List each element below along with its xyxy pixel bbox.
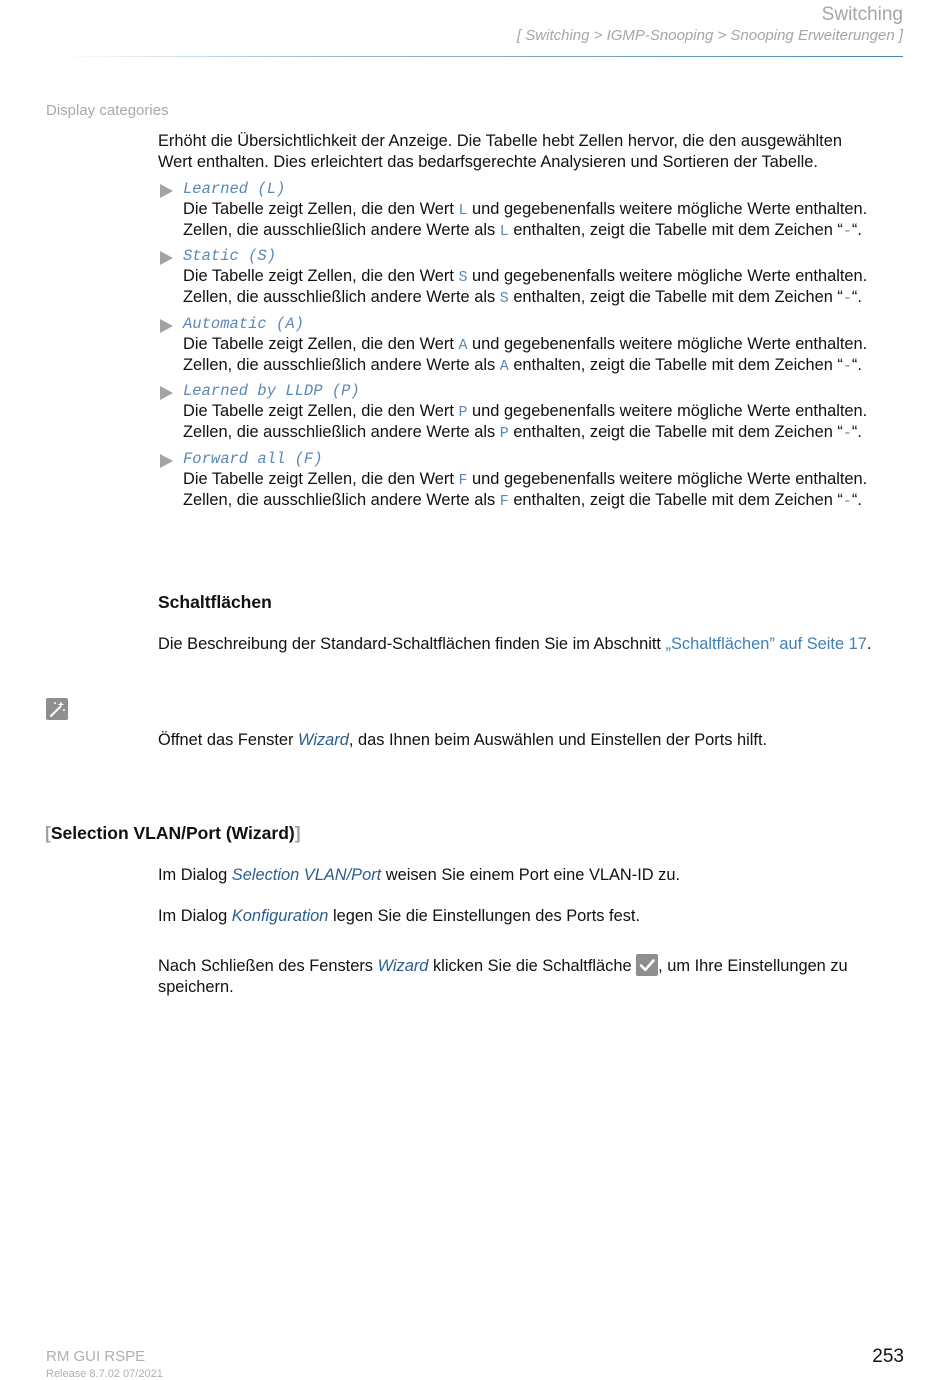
selection-paragraph-1: Im Dialog Selection VLAN/Port weisen Sie einem Port eine VLAN-ID zu.	[158, 866, 681, 884]
category-item-forward-all	[160, 450, 908, 510]
bullet-triangle-icon	[160, 251, 173, 265]
category-line-1: Die Tabelle zeigt Zellen, die den Wert P und gegebenenfalls weitere mögliche Werte enthalten.	[183, 402, 868, 421]
category-item-learned	[160, 180, 908, 240]
category-item-learned-by-lldp	[160, 382, 908, 442]
category-line-1: Die Tabelle zeigt Zellen, die den Wert S und gegebenenfalls weitere mögliche Werte enthalten.	[183, 267, 868, 286]
bullet-triangle-icon	[160, 386, 173, 400]
section-label: Display categories	[46, 102, 169, 119]
selection-paragraph-3-line-1: Nach Schließen des Fensters Wizard klicken Sie die Schaltfläche , um Ihre Einstellungen zu	[158, 954, 908, 977]
magic-wand-icon	[46, 698, 68, 720]
header-divider	[60, 56, 903, 57]
bullet-triangle-icon	[160, 319, 173, 333]
category-line-1: Die Tabelle zeigt Zellen, die den Wert A und gegebenenfalls weitere mögliche Werte enthalten.	[183, 335, 868, 354]
buttons-heading: Schaltflächen	[158, 592, 272, 612]
category-title: Learned by LLDP (P)	[183, 382, 360, 400]
category-title: Static (S)	[183, 247, 277, 265]
intro-line-1: Erhöht die Übersichtlichkeit der Anzeige. Die Tabelle hebt Zellen hervor, die den ausgewählten	[158, 132, 842, 150]
bullet-triangle-icon	[160, 184, 173, 198]
category-item-automatic	[160, 315, 908, 375]
category-line-2: Zellen, die ausschließlich andere Werte als A enthalten, zeigt die Tabelle mit dem Zeichen “-“.	[183, 356, 862, 375]
category-line-2: Zellen, die ausschließlich andere Werte als S enthalten, zeigt die Tabelle mit dem Zeichen “-“.	[183, 288, 862, 307]
bullet-triangle-icon	[160, 454, 173, 468]
category-line-2: Zellen, die ausschließlich andere Werte als F enthalten, zeigt die Tabelle mit dem Zeichen “-“.	[183, 491, 862, 510]
category-title: Learned (L)	[183, 180, 286, 198]
selection-heading: [Selection VLAN/Port (Wizard)]	[45, 823, 301, 843]
wizard-description: Öffnet das Fenster Wizard, das Ihnen beim Auswählen und Einstellen der Ports hilft.	[158, 731, 768, 749]
page-reference-link[interactable]: „Schaltflächen” auf Seite 17	[665, 635, 867, 653]
category-line-1: Die Tabelle zeigt Zellen, die den Wert F und gegebenenfalls weitere mögliche Werte enthalten.	[183, 470, 868, 489]
category-line-1: Die Tabelle zeigt Zellen, die den Wert L und gegebenenfalls weitere mögliche Werte enthalten.	[183, 200, 868, 219]
breadcrumb: [ Switching > IGMP-Snooping > Snooping Erweiterungen ]	[516, 27, 903, 44]
checkmark-icon	[636, 954, 658, 976]
page-number: 253	[872, 1346, 904, 1367]
intro-line-2: Wert enthalten. Dies erleichtert das bedarfsgerechte Analysieren und Sortieren der Tabelle.	[158, 153, 818, 171]
buttons-description: Die Beschreibung der Standard-Schaltflächen finden Sie im Abschnitt „Schaltflächen” auf Seite 17.	[158, 635, 872, 653]
selection-paragraph-3	[158, 954, 908, 998]
selection-paragraph-2: Im Dialog Konfiguration legen Sie die Einstellungen des Ports fest.	[158, 907, 641, 925]
category-line-2: Zellen, die ausschließlich andere Werte als L enthalten, zeigt die Tabelle mit dem Zeichen “-“.	[183, 221, 862, 240]
wizard-link: Wizard	[298, 731, 349, 749]
category-item-static	[160, 247, 908, 307]
category-title: Automatic (A)	[183, 315, 304, 333]
footer-document-name: RM GUI RSPE	[46, 1348, 146, 1365]
category-line-2: Zellen, die ausschließlich andere Werte als P enthalten, zeigt die Tabelle mit dem Zeichen “-“.	[183, 423, 862, 442]
category-title: Forward all (F)	[183, 450, 323, 468]
footer-release: Release 8.7.02 07/2021	[46, 1368, 163, 1380]
header-title: Switching	[821, 4, 903, 25]
selection-paragraph-3-line-2: speichern.	[158, 978, 234, 996]
